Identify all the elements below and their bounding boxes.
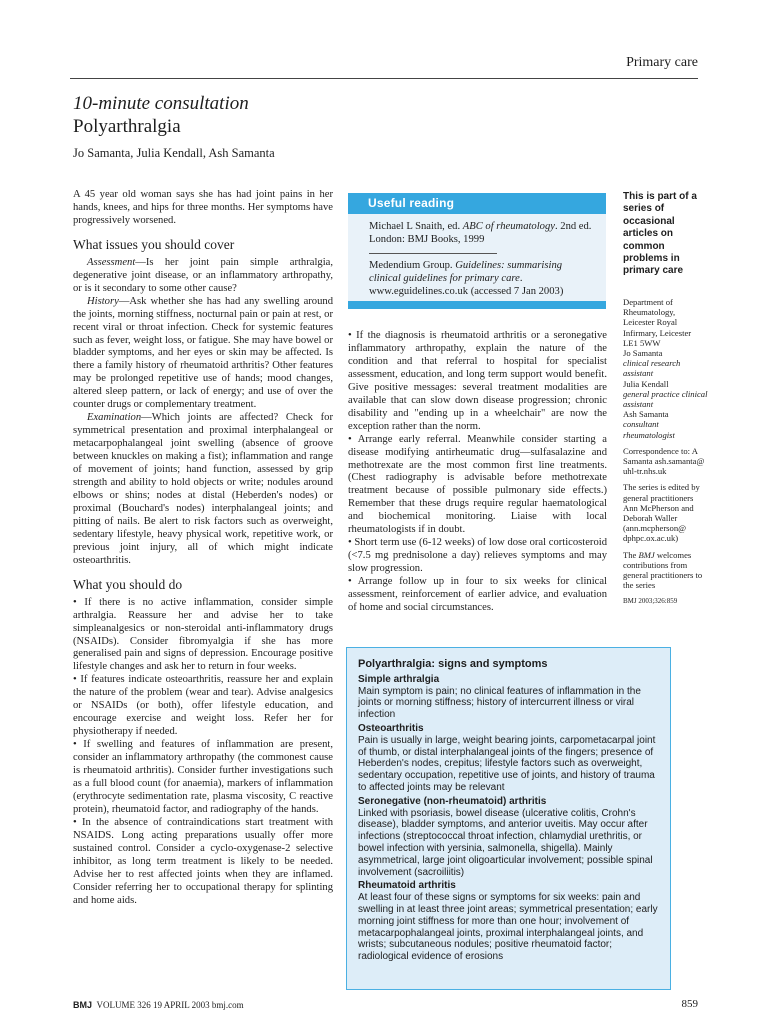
department: Department of Rheumatology, Leicester Royal Infirmary, Leicester LE1 5WW [623,297,692,348]
ref2-source: . www.eguidelines.co.uk (accessed 7 Jan 2003) [369,272,564,297]
examination-paragraph [73,412,333,567]
author-list: Jo Samanta, Julia Kendall, Ash Samanta [73,146,275,160]
article-kicker: 10-minute consultation [73,93,249,114]
footer-journal: BMJ [73,1000,93,1010]
column-middle [348,330,607,615]
author-1-name: Jo Samanta [623,348,663,359]
page-number: 859 [681,998,698,1010]
affiliation-sidebar [623,297,708,607]
column-left [73,189,333,908]
reference-2 [369,260,596,299]
section-label: Primary care [626,55,698,70]
assessment-lead: Assessment [87,256,136,268]
assessment-text: —Is her joint pain simple arthralgia, degenerative joint disease, or an inflammatory arthropathy, or is it secondary to some other cause? [73,256,333,294]
history-text: —Ask whether she has had any swelling around the joints, morning stiffness, nocturnal pain or pain at rest, or recent viral or throat infection. Check for systemic features such as fever, weight loss, or fatigue. She may have bowel or bladder symptoms, and her eyes or skin may be affected. Is there a family history of rheumatoid arthritis? Other features may be prolonged repetitive use of hands; mood changes, altered sleep pattern, or lack of energy; and use of over the counter drugs or complementary treatment. [73,295,333,411]
do-item-1: • If there is no active inflammation, consider simple arthralgia. Reassure her and advise her to take simpleanalgesics or non-steroidal anti-inflammatory drugs (NSAIDs). Consider fibromyalgia if she has more generalised pain and signs of depression. Encourage positive lifestyle changes and ask her to return in four weeks. [73,596,333,673]
useful-reading-bottom-bar [348,301,606,309]
signs-osteo-title: Osteoarthritis [358,722,424,734]
do-item-7: • Short term use (6-12 weeks) of low dose oral corticosteroid (<7.5 mg prednisolone a day) relieves symptoms and may slow progression. [348,537,607,575]
bmj-welcome-a: The [623,549,639,560]
bmj-welcome [623,550,708,591]
do-item-6: • Arrange early referral. Meanwhile consider starting a disease modifying antirheumatic drug—sulfasalazine and methotrexate are the most common first line treatments. (Chest radiography is advisable before methotrexate treatment because of possible pulmonary side effects.) Remember that these drugs require regular haematological and biochemical monitoring. Liaise with local rheumatologists if in doubt. [348,433,607,536]
signs-seroneg-title: Seronegative (non-rheumatoid) arthritis [358,795,547,807]
author-2-name: Julia Kendall [623,378,669,389]
signs-simple-text: Main symptom is pain; no clinical features of inflammation in the joints or morning stiffness; history of intercurrent illness or viral infection [358,685,641,721]
author-1-role: clinical research assistant [623,358,681,379]
ref1-publisher: London: BMJ Books, 1999 [369,233,485,245]
assessment-paragraph [73,257,333,296]
heading-issues: What issues you should cover [73,236,235,252]
series-editors: The series is edited by general practitioners Ann McPherson and Deborah Waller (ann.mcpherson@ dphpc.ox.ac.uk) [623,482,700,544]
signs-heading: Polyarthralgia: signs and symptoms [358,658,548,670]
do-item-8: • Arrange follow up in four to six weeks for clinical assessment, reinforcement of earlier advice, and evaluation of home and social circumstances. [348,576,607,614]
examination-lead: Examination [87,412,142,424]
header-rule [70,78,698,79]
author-3-role: consultant rheumatologist [623,419,675,440]
signs-seroneg-text: Linked with psoriasis, bowel disease (ulcerative colitis, Crohn's disease), bladder symptoms, and anterior uveitis. May occur after infections (streptococcal throat infection, chlamydial urethritis, or bowel infection with yersinia, salmonella, shigella). Mainly asymmetrical, large joint oligoarticular involvement; possible spinal involvement (sacroiliitis) [358,807,653,878]
case-intro: A 45 year old woman says she has had joint pains in her hands, knees, and hips for three months. Her symptoms have progressively worsened. [73,189,333,226]
do-item-2: • If features indicate osteoarthritis, reassure her and explain the nature of the problem (wear and tear). Advise analgesics or NSAIDs (or both), offer lifestyle education, and encourage exercise and weight loss. Refer her for physiotherapy if needed. [73,674,333,738]
signs-osteo-text: Pain is usually in large, weight bearing joints, carpometacarpal joint of thumb, or distal interphalangeal joints of the fingers; presence of Heberden's nodes, crepitus; lifestyle factors such as overweight, sedentary occupation, repetitive use of joints, and history of trauma to affected joints may be relevant [358,734,656,793]
citation: BMJ 2003;326:859 [623,597,678,606]
signs-ra-title: Rheumatoid arthritis [358,880,456,892]
author-3-name: Ash Samanta [623,409,669,420]
ref1-edition: . 2nd ed. [554,221,592,232]
footer-issue [73,1000,244,1010]
heading-do: What you should do [73,576,183,592]
series-note: This is part of a series of occasional articles on common problems in primary care [623,191,697,277]
history-paragraph [73,296,333,413]
useful-reading-body [348,214,606,299]
do-item-5: • If the diagnosis is rheumatoid arthritis or a seronegative inflammatory arthropathy, explain the nature of the condition and that referral to hospital for specialist assessment, education, and long term support would benefit. Give positive messages: several treatment modalities are available that can slow down disease progression; chronic disability and "ending up in a wheelchair" are now the exception rather than the norm. [348,330,607,432]
footer-volume: VOLUME 326 19 APRIL 2003 bmj.com [96,1000,244,1010]
signs-symptoms-box [346,647,671,990]
ref2-author: Medendium Group. [369,259,453,271]
author-2-role: general practice clinical assistant [623,388,708,410]
reference-1 [369,221,592,254]
ref1-author: Michael L Snaith, ed. [369,221,461,232]
signs-simple-title: Simple arthralgia [358,673,440,685]
examination-text: —Which joints are affected? Check for symmetrical presentation and proximal interphalangeal or metacarpophalangeal joint swelling (absence of groove between knuckles on making a fist); inflammation and range of movement of joints; hand function, assessed by grip strength and ability to hold objects or write; nodules around elbows or shins; nodes at distal (Heberden's nodes) or proximal (Bouchard's nodes) interphalangeal joints; and pitting of nails. Be alert to risk factors such as overweight, sedentary lifestyle, heavy physical work, repetitive work, or previous joint injury, all of which might indicate osteoarthritis. [73,412,333,566]
article-title: Polyarthralgia [73,116,181,137]
do-item-3: • If swelling and features of inflammation are present, consider an inflammatory arthropathy (the commonest cause is rheumatoid arthritis). Consider further investigations such as a full blood count (for anaemia), markers of inflammation (erythrocyte sedimentation rate, plasma viscosity, C reactive protein), rheumatoid factor, and radiography of the hands. [73,739,333,815]
signs-ra-text: At least four of these signs or symptoms for six weeks: pain and swelling in at least three joint areas; symmetrical presentation; early morning joint stiffness for more than one hour; involvement of metacarpophalangeal joints, proximal interphalangeal joints, and wrists; subcutaneous nodules; positive rheumatoid factor; radiological evidence of erosions [358,892,658,963]
correspondence: Correspondence to: A Samanta ash.samanta@ uhl-tr.nhs.uk [623,445,705,477]
do-item-4: • In the absence of contraindications start treatment with NSAIDS. Long acting preparations usually offer more sustained control. Consider a cyclo-oxygenase-2 selective inhibitor, as long term treatment is likely to be needed. Advise her to rest affected joints when they are inflamed. Consider referring her to occupational therapy for splinting and home aids. [73,816,333,906]
bmj-welcome-b: BMJ [638,549,655,560]
ref1-title: ABC of rheumatology [462,221,555,232]
useful-reading-box [348,193,606,309]
history-lead: History [87,295,119,307]
useful-reading-heading: Useful reading [348,193,606,214]
bmj-welcome-c: welcomes contributions from general practitioners to the series [623,549,703,591]
ref2-title: Guidelines: summarising clinical guidelines for primary care [369,259,563,284]
